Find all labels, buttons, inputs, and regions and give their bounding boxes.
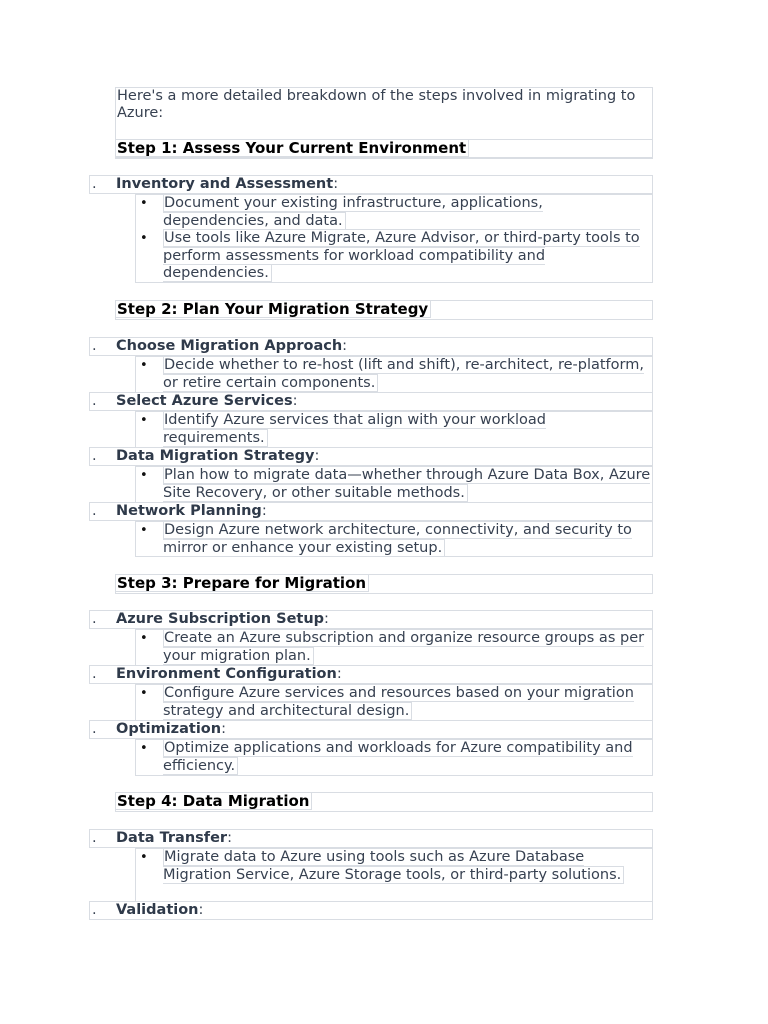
bullet-icon: • [140, 468, 148, 483]
bullet-icon: • [140, 741, 148, 756]
bullet-text: Optimize applications and workloads for Azure compatibility and efficiency. [163, 740, 633, 774]
bullet-item [136, 195, 652, 230]
list-item: . Environment Configuration: [89, 665, 653, 684]
bullet-list [135, 684, 653, 721]
bullet-list [135, 739, 653, 776]
step-2-header [115, 300, 653, 320]
list-marker: . [92, 503, 97, 519]
item-label: Select Azure Services [116, 393, 293, 409]
item-label: Network Planning [116, 503, 262, 519]
item-label: Choose Migration Approach [116, 338, 343, 354]
bullet-list [135, 411, 653, 448]
list-item: . Azure Subscription Setup: [89, 610, 653, 629]
bullet-text: Use tools like Azure Migrate, Azure Advisor, or third-party tools to perform assessments for workload compatibility and dependencies. [163, 230, 640, 281]
item-label: Validation [116, 902, 199, 918]
list-marker: . [92, 666, 97, 682]
step-2-title: Step 2: Plan Your Migration Strategy [115, 300, 431, 318]
step-1-header [115, 139, 653, 159]
list-marker: . [92, 721, 97, 737]
list-item: . Inventory and Assessment: [89, 175, 653, 194]
step-3-header [115, 574, 653, 594]
bullet-text: Plan how to migrate data—whether through Azure Data Box, Azure Site Recovery, or other suitable methods. [163, 467, 651, 501]
bullet-list [135, 629, 653, 666]
bullet-item [136, 467, 652, 502]
bullet-item [136, 849, 652, 884]
bullet-icon: • [140, 413, 148, 428]
item-label: Data Transfer [116, 830, 228, 846]
item-label: Data Migration Strategy [116, 448, 315, 464]
bullet-list [135, 521, 653, 557]
bullet-text: Configure Azure services and resources based on your migration strategy and architectural design. [163, 685, 634, 719]
bullet-text: Migrate data to Azure using tools such as Azure Database Migration Service, Azure Storage tools, or third-party solutions. [163, 848, 624, 884]
bullet-text: Create an Azure subscription and organize resource groups as per your migration plan. [163, 630, 645, 664]
item-label: Environment Configuration [116, 666, 337, 682]
bullet-item [136, 740, 652, 775]
step-1-title: Step 1: Assess Your Current Environment [115, 139, 469, 157]
step-4-header [115, 792, 653, 812]
bullet-item [136, 685, 652, 720]
step-3-title: Step 3: Prepare for Migration [115, 574, 369, 592]
bullet-icon: • [140, 358, 148, 373]
item-label: Inventory and Assessment [116, 176, 334, 192]
bullet-list [135, 848, 653, 902]
bullet-list [135, 466, 653, 503]
bullet-list [135, 356, 653, 393]
list-marker: . [92, 448, 97, 464]
bullet-icon: • [140, 850, 148, 865]
bullet-text: Identify Azure services that align with your workload requirements. [163, 412, 547, 446]
list-item: . Optimization: [89, 720, 653, 739]
list-marker: . [92, 902, 97, 918]
list-item: . Validation: [89, 901, 653, 920]
list-marker: . [92, 393, 97, 409]
step-4-title: Step 4: Data Migration [115, 792, 312, 810]
list-item: . Data Transfer: [89, 829, 653, 848]
bullet-list [135, 194, 653, 283]
bullet-text: Decide whether to re-host (lift and shift), re-architect, re-platform, or retire certain components. [163, 357, 644, 391]
list-item: . Choose Migration Approach: [89, 337, 653, 356]
bullet-icon: • [140, 196, 148, 211]
list-marker: . [92, 611, 97, 627]
bullet-item [136, 357, 652, 392]
list-item: . Select Azure Services: [89, 392, 653, 411]
bullet-item [136, 230, 652, 283]
bullet-item [136, 522, 652, 557]
item-label: Optimization [116, 721, 222, 737]
intro-text: Here's a more detailed breakdown of the steps involved in migrating to Azure: [117, 88, 636, 121]
bullet-text: Design Azure network architecture, connectivity, and security to mirror or enhance your existing setup. [163, 522, 632, 556]
list-marker: . [92, 338, 97, 354]
bullet-item [136, 630, 652, 665]
item-label: Azure Subscription Setup [116, 611, 325, 627]
bullet-icon: • [140, 631, 148, 646]
list-item: . Network Planning: [89, 502, 653, 521]
bullet-item [136, 412, 652, 447]
list-marker: . [92, 830, 97, 846]
list-marker: . [92, 176, 97, 192]
list-item: . Data Migration Strategy: [89, 447, 653, 466]
bullet-icon: • [140, 523, 148, 538]
bullet-icon: • [140, 686, 148, 701]
bullet-icon: • [140, 231, 148, 246]
bullet-text: Document your existing infrastructure, applications, dependencies, and data. [163, 195, 543, 229]
